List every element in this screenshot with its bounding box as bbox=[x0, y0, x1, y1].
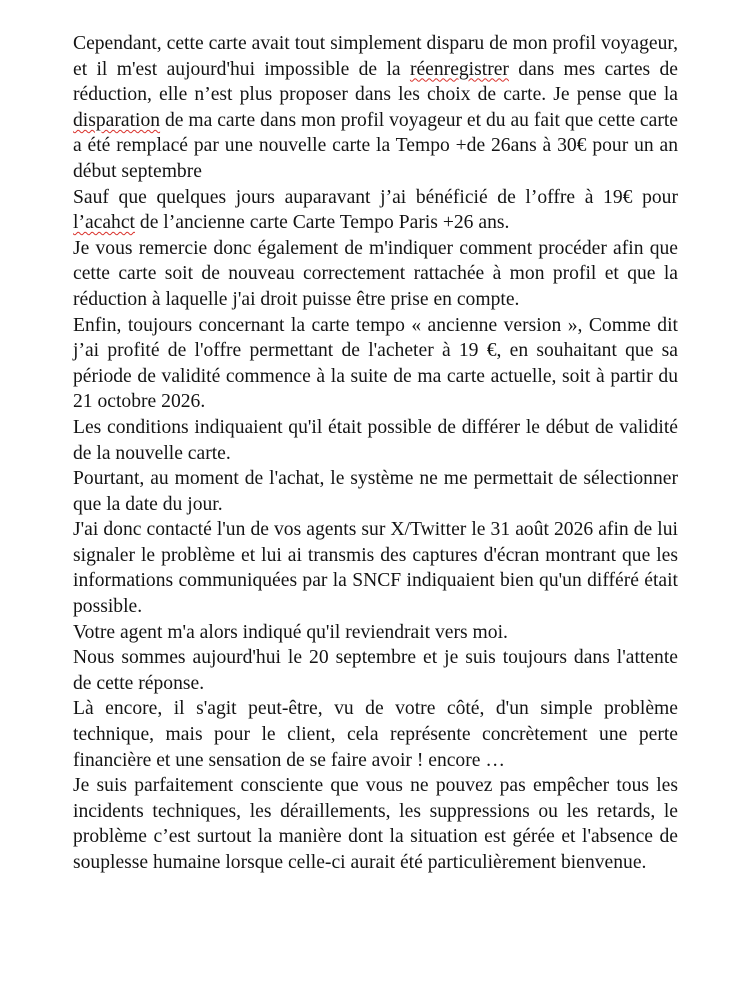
text-segment: J'ai donc contacté l'un de vos agents sur X/Twitter le 31 août 2026 afin de lui signaler le problème et lui ai transmis des captures d'écran montrant que les informations communiquées par la SNCF indiquaient bien qu'un différé était possible. bbox=[73, 519, 678, 618]
text-segment: Nous sommes aujourd'hui le 20 septembre et je suis toujours dans l'attente de cette réponse. bbox=[73, 647, 678, 694]
text-segment: Cependant, cette carte avait tout simplement disparu de mon profil voyageur, et il m'est aujourd'hui impossible de la bbox=[73, 33, 678, 80]
paragraph bbox=[73, 31, 678, 185]
text-segment: Votre agent m'a alors indiqué qu'il reviendrait vers moi. bbox=[73, 621, 508, 643]
document-body bbox=[73, 31, 678, 876]
misspelled-word: disparation bbox=[73, 109, 161, 131]
paragraph bbox=[73, 773, 678, 875]
text-segment: Là encore, il s'agit peut-être, vu de votre côté, d'un simple problème technique, mais pour le client, cela représente concrètement une perte financière et une sensation de se faire avoir ! encore … bbox=[73, 698, 678, 771]
text-segment: Je vous remercie donc également de m'indiquer comment procéder afin que cette carte soit de nouveau correctement rattachée à mon profil et que la réduction à laquelle j'ai droit puisse être prise en compte. bbox=[73, 237, 678, 310]
paragraph bbox=[73, 517, 678, 619]
paragraph bbox=[73, 313, 678, 415]
text-segment: Je suis parfaitement consciente que vous ne pouvez pas empêcher tous les incidents techniques, les déraillements, les suppressions ou les retards, le problème c’est surtout la manière dont la situation est gérée et l'absence de souplesse humaine lorsque celle-ci aurait été particulièrement bienvenue. bbox=[73, 775, 678, 873]
paragraph bbox=[73, 696, 678, 773]
paragraph bbox=[73, 620, 678, 646]
text-segment: Enfin, toujours concernant la carte tempo « ancienne version », Comme dit j’ai profité de l'offre permettant de l'acheter à 19 €, en souhaitant que sa période de validité commence à la suite de ma carte actuelle, soit à partir du 21 octobre 2026. bbox=[73, 314, 678, 413]
text-segment: de l’ancienne carte Carte Tempo Paris +26 ans. bbox=[135, 212, 510, 234]
misspelled-word: l’acahct bbox=[73, 212, 135, 234]
text-segment: Pourtant, au moment de l'achat, le système ne me permettait de sélectionner que la date du jour. bbox=[73, 468, 678, 515]
paragraph bbox=[73, 236, 678, 313]
paragraph bbox=[73, 466, 678, 517]
paragraph bbox=[73, 415, 678, 466]
misspelled-word: réenregistrer bbox=[409, 58, 509, 80]
paragraph bbox=[73, 185, 678, 236]
text-segment: Les conditions indiquaient qu'il était possible de différer le début de validité de la nouvelle carte. bbox=[73, 416, 678, 464]
paragraph bbox=[73, 645, 678, 696]
text-segment: de ma carte dans mon profil voyageur et du au fait que cette carte a été remplacé par une nouvelle carte la Tempo +de 26ans à 30€ pour un an début septembre bbox=[73, 109, 678, 182]
text-segment: Sauf que quelques jours auparavant j’ai bénéficié de l’offre à 19€ pour bbox=[73, 186, 678, 208]
text-segment: dans mes cartes de réduction, elle n’est plus proposer dans les choix de carte. Je pense que la bbox=[73, 58, 678, 106]
